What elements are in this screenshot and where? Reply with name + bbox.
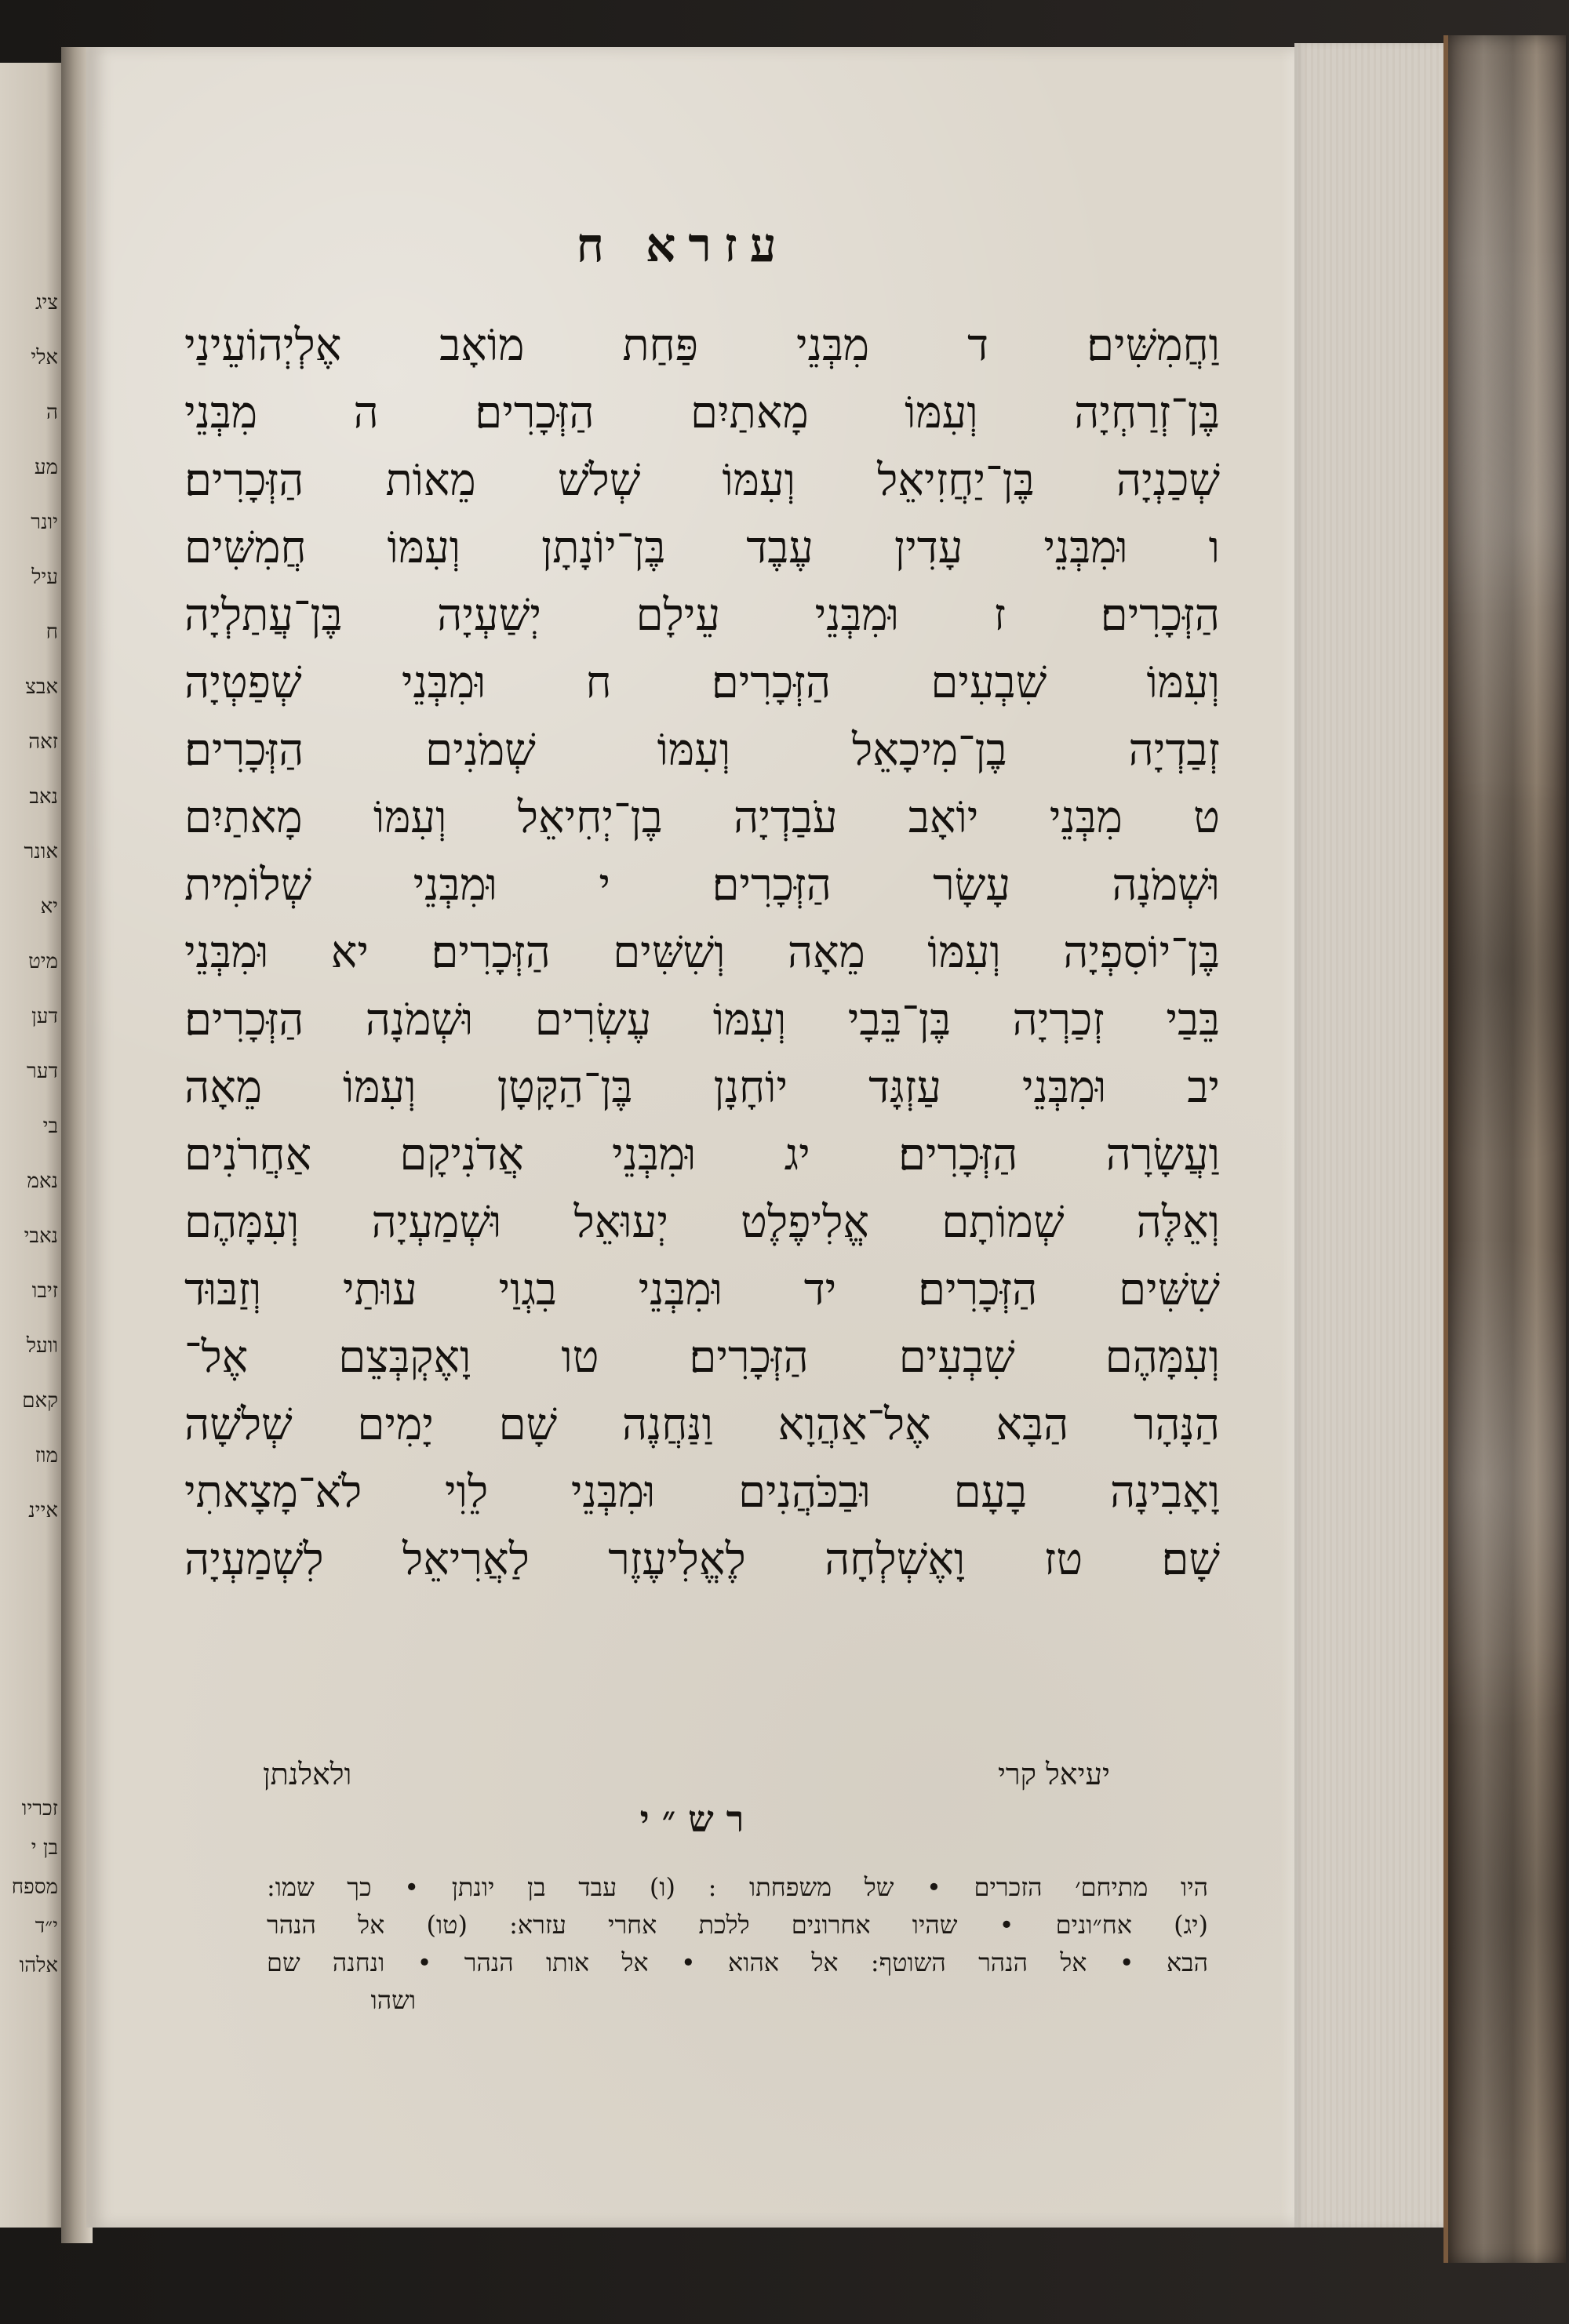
left-margin-text: מע (34, 456, 58, 479)
commentary-line: היו מתיחם׳ הזכרים • של משפחתו : (ו) עבד בן יונתן • כך שמו: (267, 1872, 1208, 1902)
left-margin-text: מיט (28, 950, 58, 973)
left-margin-text: ציג (35, 291, 58, 315)
left-margin-text: בי (42, 1115, 58, 1138)
main-text-line: בֶּן־זְרַחְיָה וְעִמּוֹ מָאתַיִם הַזְּכָרִים׃ ה מִבְּנֵי (184, 387, 1220, 438)
left-margin-text: י״ד (35, 1915, 58, 1938)
left-margin-text: זאה (28, 730, 58, 754)
catchwords (263, 1757, 1110, 1796)
left-margin-text: ח (46, 620, 58, 644)
right-page (86, 47, 1294, 2228)
main-text-line: וּשְׁמֹנָה עָשָׂר הַזְּכָרִים׃ י וּמִבְּנֵי שְׁלוֹמִית (184, 860, 1220, 911)
left-margin-text: דער (27, 1060, 58, 1083)
left-margin-text: נאבי (24, 1224, 58, 1248)
left-margin-text: אלי (31, 346, 58, 369)
main-text-line: בֵּבַי זְכַרְיָה בֶּן־בֵּבָי וְעִמּוֹ עֶשְׂרִים וּשְׁמֹנָה הַזְּכָרִים׃ (184, 995, 1220, 1046)
main-hebrew-text (184, 312, 1220, 1594)
rashi-commentary (267, 1868, 1208, 2019)
left-margin-text: אלהו (19, 1954, 58, 1977)
commentary-line: ושהו (370, 1985, 416, 2015)
left-margin-text: יא (40, 895, 58, 918)
left-margin-text: ה (46, 401, 58, 424)
left-margin-text: וועל (26, 1334, 58, 1358)
left-margin-text: מספח (11, 1875, 58, 1899)
main-text-line: שְׁכַנְיָה בֶּן־יַחֲזִיאֵל וְעִמּוֹ שְׁלֹשׁ מֵאוֹת הַזְּכָרִים׃ (184, 455, 1220, 506)
main-text-line: הַנָּהָר הַבָּא אֶל־אַהֲוָא וַנַּחֲנֶה שָׁם יָמִים שְׁלֹשָׁה (184, 1399, 1220, 1450)
main-text-line: וַעֲשָׂרָה הַזְּכָרִים׃ יג וּמִבְּנֵי אֲדֹנִיקָם אַחֲרֹנִים (184, 1129, 1220, 1180)
left-margin-text: דען (31, 1005, 58, 1028)
commentary-line: הבא • אל הנהר השוטף: אל אהוא • אל אותו הנהר • ונחנה שם (267, 1948, 1208, 1977)
left-margin-text: איינ (28, 1499, 58, 1522)
left-margin-text: זכריו (21, 1797, 58, 1820)
main-text-line: וַחֲמִשִּׁים׃ ד מִבְּנֵי פַּחַת מוֹאָב אֶלְיְהוֹעֵינַי (184, 320, 1220, 371)
left-margin-text: אונר (24, 840, 58, 864)
left-margin-text: נאב (29, 785, 58, 809)
main-text-line: הַזְּכָרִים׃ ז וּמִבְּנֵי עֵילָם יְשַׁעְיָה בֶּן־עֲתַלְיָה (184, 590, 1220, 641)
left-margin-text: מוז (35, 1444, 58, 1468)
main-text-line: וְאֵלֶּה שְׁמוֹתָם אֱלִיפֶלֶט יְעוּאֵל וּשְׁמַעְיָה וְעִמָּהֶם (184, 1197, 1220, 1248)
page-edge (1294, 43, 1443, 2228)
book-cover (1443, 35, 1566, 2263)
main-text-line: ט מִבְּנֵי יוֹאָב עֹבַדְיָה בֶן־יְחִיאֵל וְעִמּוֹ מָאתַיִם (184, 792, 1220, 843)
main-text-line: ו וּמִבְּנֵי עָדִין עֶבֶד בֶּן־יוֹנָתָן וְעִמּוֹ חֲמִשִּׁים (184, 522, 1220, 573)
left-page-fragment (0, 63, 63, 2228)
commentary-line: (יג) אח״ונים • שהיו אחרונים ללכת אחרי עזרא: (טו) אל הנהר (267, 1910, 1208, 1940)
main-text-line: שִׁשִּׁים הַזְּכָרִים׃ יד וּמִבְּנֵי בִגְוַי עוּתַי וְזַבּוּד (184, 1264, 1220, 1315)
main-text-line: יב וּמִבְּנֵי עַזְגָּד יוֹחָנָן בֶּן־הַקָּטָן וְעִמּוֹ מֵאָה (184, 1062, 1220, 1113)
left-margin-text: קאם (22, 1389, 58, 1413)
catchword-left: ולאלנתן (263, 1757, 352, 1791)
main-text-line: וְעִמּוֹ שִׁבְעִים הַזְּכָרִים׃ ח וּמִבְּנֵי שְׁפַטְיָה (184, 657, 1220, 708)
main-text-line: זְבַדְיָה בֶן־מִיכָאֵל וְעִמּוֹ שְׁמֹנִים הַזְּכָרִים׃ (184, 725, 1220, 776)
left-margin-text: זיבו (31, 1279, 58, 1303)
main-text-line: בֶּן־יוֹסִפְיָה וְעִמּוֹ מֵאָה וְשִׁשִּׁים הַזְּכָרִים׃ יא וּמִבְּנֵי (184, 927, 1220, 978)
left-margin-text: יונר (31, 511, 58, 534)
main-text-line: שָׁם׃ טז וָאֶשְׁלְחָה לֶאֱלִיעֶזֶר לַאֲרִיאֵל לִשְׁמַעְיָה (184, 1534, 1220, 1585)
page-title: עזרא ח (576, 218, 789, 273)
main-text-line: וָאָבִינָה בָעָם וּבַכֹּהֲנִים וּמִבְּנֵי לֵוִי לֹא־מָצָאתִי (184, 1467, 1220, 1518)
left-margin-text: בן י (31, 1836, 58, 1860)
catchword-right: יעיאל קרי (997, 1757, 1110, 1791)
left-margin-text: עיל (31, 566, 58, 589)
commentary-title: רש״י (639, 1798, 757, 1840)
left-margin-text: נאמ (27, 1169, 58, 1193)
left-margin-text: אבצ (25, 675, 58, 699)
main-text-line: וְעִמָּהֶם שִׁבְעִים הַזְּכָרִים׃ טו וָאֶקְבְּצֵם אֶל־ (184, 1332, 1220, 1383)
